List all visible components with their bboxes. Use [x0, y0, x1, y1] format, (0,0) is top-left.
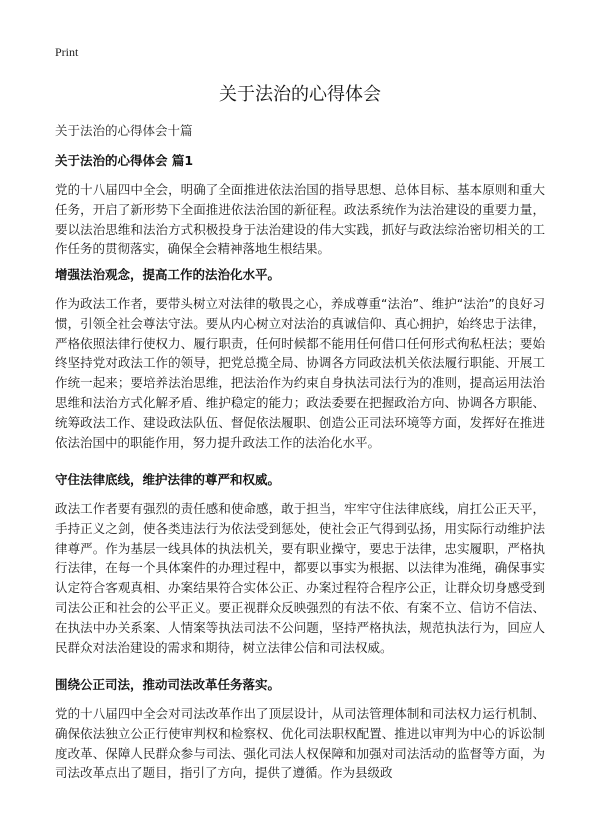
paragraph-section-3: 党的十八届四中全会对司法改革作出了顶层设计，从司法管理体制和司法权力运行机制、确保依法独立公正行使审判权和检察权、优化司法职权配置、推进以审判为中心的诉讼制度改革、保障人民群众参与司法、强化司法人权保障和加强对司法活动的监督等方面，为司法改革点出了题目，指引了方向，提供了遵循。作为县级政	[55, 706, 545, 781]
section-heading-3: 围绕公正司法，推动司法改革任务落实。	[55, 677, 281, 692]
paragraph-intro: 党的十八届四中全会，明确了全面推进依法治国的指导思想、总体目标、基本原则和重大任务，开启了新形势下全面推进依法治国的新征程。政法系统作为法治建设的重要力量，要以法治思维和法治方式积极投身于法治建设的伟大实践，抓好与政法综治密切相关的工作任务的贯彻落实，确保全会精神落地生根结果。	[55, 182, 545, 257]
paragraph-section-2: 政法工作者要有强烈的责任感和使命感，敢于担当，牢牢守住法律底线，肩扛公正天平，手持正义之剑，使各类违法行为依法受到惩处，使社会正气得到弘扬，用实际行动维护法律尊严。作为基层一线具体的执法机关，要有职业操守，要忠于法律，忠实履职，严格执行法律，在每一个具体案件的办理过程中，都要以事实为根据、以法律为准绳，确保事实认定符合客观真相、办案结果符合实体公正、办案过程符合程序公正，让群众切身感受到司法公正和社会的公平正义。要正视群众反映强烈的有法不依、有案不立、信访不信法、在执法中办关系案、人情案等执法司法不公问题，坚持严格执法，规范执法行为，回应人民群众对法治建设的需求和期待，树立法律公信和司法权威。	[55, 501, 545, 655]
paragraph-section-1: 作为政法工作者，要带头树立对法律的敬畏之心，养成尊重“法治”、维护“法治”的良好习惯，引领全社会尊法守法。要从内心树立对法治的真诚信仰、真心拥护，始终忠于法律，严格依照法律行使权力、履行职责，任何时候都不能用任何借口任何形式徇私枉法；要始终坚持党对政法工作的领导，把党总揽全局、协调各方同政法机关依法履行职能、开展工作统一起来；要培养法治思维，把法治作为约束自身执法司法行为的准则，提高运用法治思维和法治方式化解矛盾、维护稳定的能力；政法委要在把握政治方向、协调各方职能、统筹政法工作、建设政法队伍、督促依法履职、创造公正司法环境等方面，发挥好在推进依法治国中的职能作用，努力提升政法工作的法治化水平。	[55, 296, 545, 450]
print-link[interactable]: Print	[55, 45, 79, 59]
section-heading-1: 增强法治观念，提高工作的法治化水平。	[55, 267, 281, 282]
document-subtitle: 关于法治的心得体会十篇	[55, 123, 193, 138]
document-title: 关于法治的心得体会	[219, 84, 381, 105]
article-heading: 关于法治的心得体会 篇1	[55, 153, 194, 168]
section-heading-2: 守住法律底线，维护法律的尊严和权威。	[55, 472, 281, 487]
